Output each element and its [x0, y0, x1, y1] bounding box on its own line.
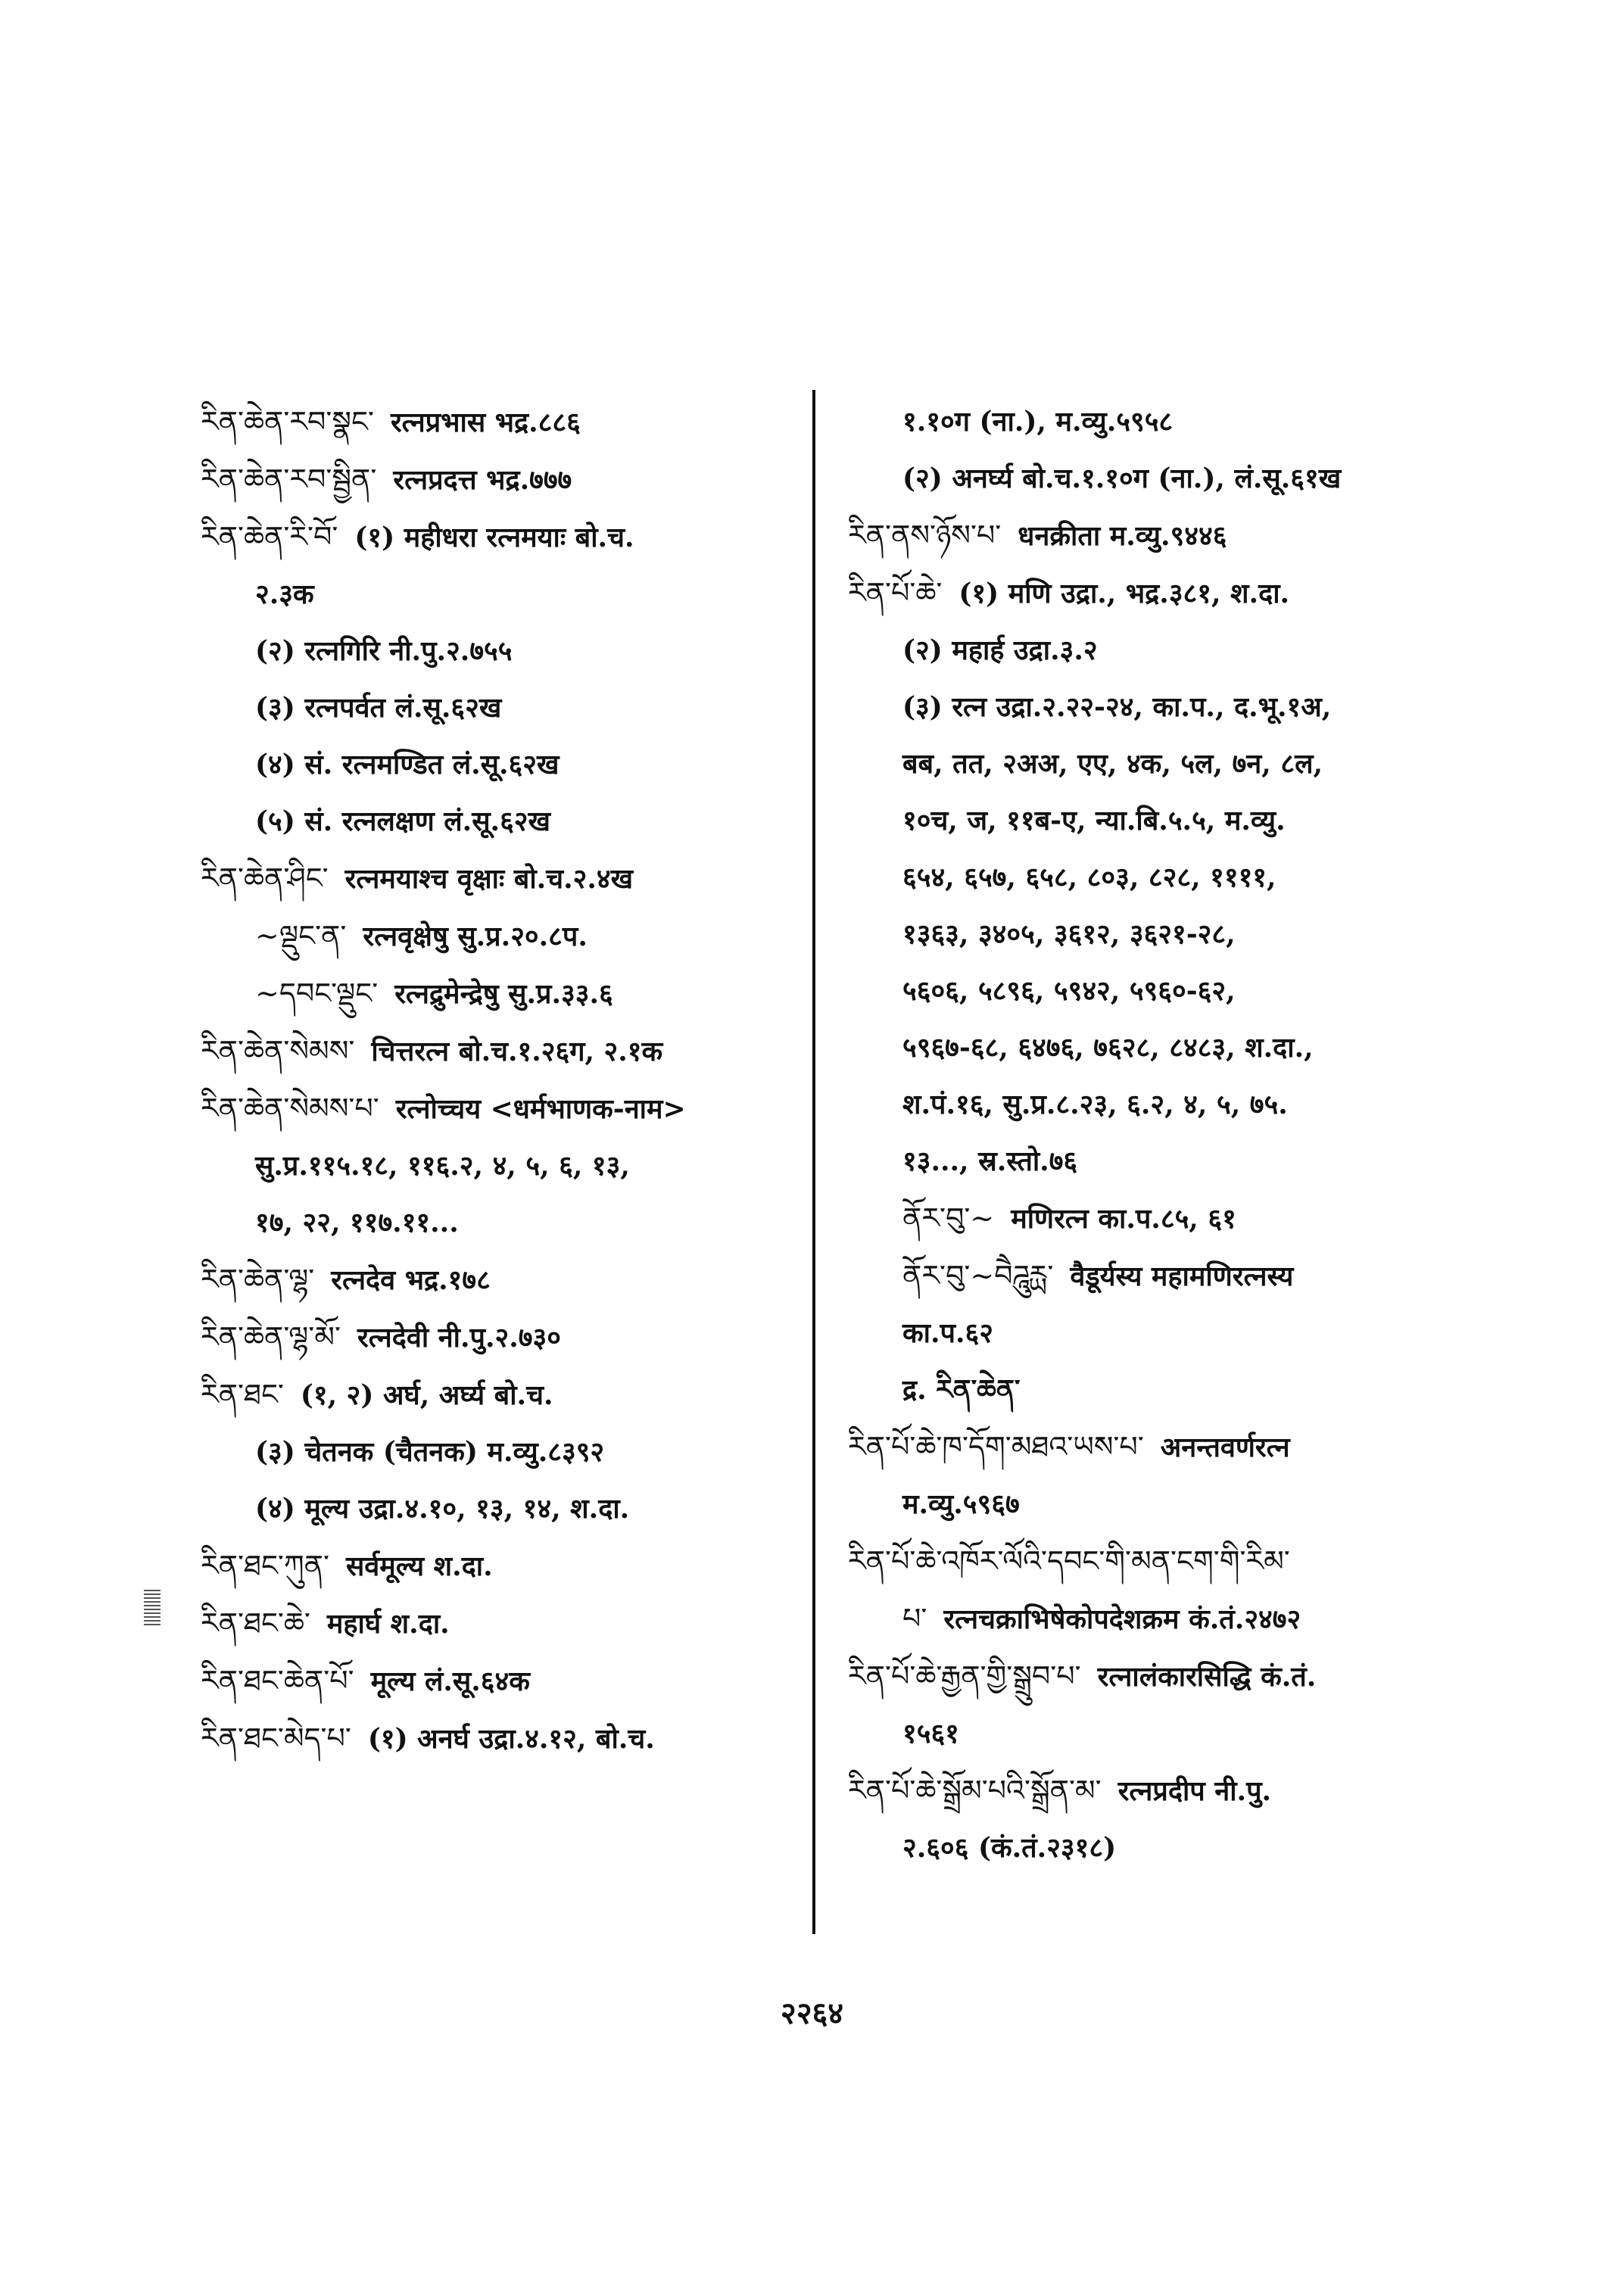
dictionary-entry-line — [848, 1076, 1469, 1133]
dictionary-entry-line — [201, 908, 799, 965]
sanskrit-gloss: १०च, ज, ११ब-ए, न्या.बि.५.५, म.व्यु. — [902, 805, 1286, 837]
dictionary-entry-line — [201, 1481, 799, 1537]
dictionary-entry-line — [201, 1366, 799, 1424]
dictionary-entry-line — [201, 680, 799, 737]
tibetan-headword: རིན་ཆེན་ཤིང་ — [201, 861, 329, 895]
sanskrit-gloss: (१) महीधरा रत्नमयाः बो.च. — [354, 522, 634, 553]
tibetan-headword: རིན་པོ་ཆེ་ — [848, 576, 943, 609]
sanskrit-gloss: रत्नप्रदत्त भद्र.७७७ — [393, 464, 572, 496]
dictionary-entry-line — [201, 1595, 799, 1653]
dictionary-entry-line — [201, 1251, 799, 1309]
sanskrit-gloss: रत्नप्रभास भद्र.८८६ — [390, 407, 581, 438]
sanskrit-gloss: अनन्तवर्णरत्न — [1160, 1432, 1290, 1463]
dictionary-entry-line — [848, 622, 1469, 679]
dictionary-entry-line — [848, 1190, 1469, 1248]
sanskrit-gloss: रत्नमयाश्च वृक्षाः बो.च.२.४ख — [344, 863, 634, 895]
sanskrit-gloss: वैडूर्यस्य महामणिरत्नस्य — [1070, 1260, 1294, 1292]
right-column — [848, 394, 1469, 1877]
tibetan-headword: ནོར་བུ་~བཻཌཱུརྻ་ — [902, 1259, 1054, 1292]
tibetan-headword: རིན་ཐང་མེད་པ་ — [201, 1721, 351, 1755]
sanskrit-gloss: (१) अनर्घ उद्रा.४.१२, बो.च. — [367, 1723, 655, 1755]
tibetan-headword: རིན་ཆེན་རི་བོ་ — [201, 520, 338, 553]
sanskrit-gloss: (२) अनर्घ्य बो.च.१.१०ग (ना.), लं.सू.६१ख — [902, 463, 1342, 494]
dictionary-entry-line — [848, 1762, 1469, 1820]
sanskrit-gloss: का.प.६२ — [902, 1317, 993, 1349]
dictionary-entry-line — [848, 1248, 1469, 1305]
sanskrit-gloss: सर्वमूल्य श.दा. — [345, 1550, 493, 1582]
tibetan-headword: རིན་པོ་ཆེ་རྒྱན་གྱི་སྒྲུབ་པ་ — [848, 1659, 1081, 1693]
dictionary-entry-line — [201, 1195, 799, 1251]
sanskrit-gloss: रत्नचक्राभिषेकोपदेशक्रम कं.तं.२४७२ — [943, 1603, 1301, 1635]
sanskrit-gloss: द्र. རིན་ཆེན་ — [902, 1374, 1021, 1406]
dictionary-entry-line — [201, 1138, 799, 1195]
sanskrit-gloss: (१, २) अर्घ, अर्घ्य बो.च. — [300, 1379, 553, 1411]
dictionary-entry-line — [848, 1533, 1469, 1590]
dictionary-entry-line — [848, 1590, 1469, 1648]
tibetan-headword: ནོར་བུ་~ — [902, 1201, 995, 1235]
sanskrit-gloss: रत्नदेवी नी.पु.२.७३० — [357, 1322, 561, 1354]
sanskrit-gloss: श.पं.१६, सु.प्र.८.२३, ६.२, ४, ५, ७५. — [902, 1089, 1288, 1120]
sanskrit-gloss: रत्नदेव भद्र.१७८ — [331, 1264, 491, 1296]
sanskrit-gloss: बब, तत, २अअ, एए, ४क, ५ल, ७न, ८ल, — [902, 748, 1323, 780]
sanskrit-gloss: म.व्यु.५९६७ — [902, 1488, 1020, 1520]
dictionary-entry-line — [201, 737, 799, 793]
column-divider — [812, 390, 815, 1934]
dictionary-entry-line — [848, 1305, 1469, 1362]
dictionary-entry-line — [201, 1080, 799, 1138]
dictionary-entry-line — [848, 1362, 1469, 1419]
tibetan-headword: རིན་ཐང་ཆེན་པོ་ — [201, 1664, 354, 1697]
sanskrit-gloss: महार्घ श.दा. — [326, 1608, 450, 1640]
dictionary-entry-line — [848, 1133, 1469, 1190]
dictionary-entry-line — [201, 451, 799, 509]
sanskrit-gloss: रत्नद्रुमेन्द्रेषु सु.प्र.३३.६ — [394, 978, 613, 1010]
tibetan-headword: རིན་ཆེན་སེམས་ — [201, 1034, 355, 1067]
sanskrit-gloss: रत्नवृक्षेषु सु.प्र.२०.८प. — [363, 921, 588, 952]
sanskrit-gloss: ६५४, ६५७, ६५८, ८०३, ८२८, ११११, — [902, 861, 1276, 893]
tibetan-headword: རིན་ནས་ཉོས་པ་ — [848, 519, 1002, 552]
tibetan-headword: ~དབང་ལྡུང་ — [255, 977, 379, 1010]
sanskrit-gloss: रत्नालंकारसिद्धि कं.तं. — [1097, 1661, 1317, 1693]
dictionary-entry-line — [201, 1653, 799, 1710]
sanskrit-gloss: मूल्य लं.सू.६४क — [370, 1665, 530, 1697]
sanskrit-gloss: (२) महार्ह उद्रा.३.२ — [902, 634, 1098, 666]
sanskrit-gloss: (४) सं. रत्नमण्डित लं.सू.६२ख — [255, 749, 560, 780]
tibetan-headword: རིན་ཆེན་ལྷ་ — [201, 1263, 315, 1296]
sanskrit-gloss: (४) मूल्य उद्रा.४.१०, १३, १४, श.दा. — [255, 1493, 630, 1525]
sanskrit-gloss: १३..., स्र.स्तो.७६ — [902, 1145, 1078, 1177]
margin-mark — [144, 1590, 161, 1628]
sanskrit-gloss: ५६०६, ५८९६, ५९४२, ५९६०-६२, — [902, 975, 1236, 1007]
dictionary-entry-line — [201, 1309, 799, 1366]
left-column — [201, 394, 799, 1768]
tibetan-headword: ~ལྡུང་ན་ — [255, 919, 347, 952]
tibetan-headword: རིན་པོ་ཆེ་འཁོར་ལོའི་དབང་གི་མན་ངག་གི་རིམ་ — [848, 1544, 1290, 1578]
dictionary-entry-line — [848, 1419, 1469, 1476]
sanskrit-gloss: १३६३, ३४०५, ३६१२, ३६२१-२८, — [902, 918, 1236, 950]
dictionary-entry-line — [848, 450, 1469, 507]
dictionary-entry-line — [848, 679, 1469, 736]
dictionary-entry-line — [848, 1648, 1469, 1706]
dictionary-entry-line — [848, 793, 1469, 849]
tibetan-headword: པ་ — [902, 1602, 927, 1635]
sanskrit-gloss: १७, २२, ११७.११... — [255, 1207, 459, 1238]
tibetan-headword: རིན་ཆེན་ལྷ་མོ་ — [201, 1320, 341, 1354]
dictionary-entry-line — [848, 1020, 1469, 1076]
tibetan-headword: རིན་ཐང་ཆེ་ — [201, 1606, 310, 1640]
sanskrit-gloss: मणिरत्न का.प.८५, ६१ — [1011, 1203, 1236, 1235]
dictionary-entry-line — [201, 1537, 799, 1595]
sanskrit-gloss: चित्तरत्न बो.च.१.२६ग, २.१क — [371, 1036, 663, 1067]
dictionary-entry-line — [201, 850, 799, 908]
tibetan-headword: རིན་ཆེན་སེམས་པ་ — [201, 1092, 379, 1125]
sanskrit-gloss: धनक्रीता म.व्यु.९४४६ — [1018, 520, 1227, 552]
sanskrit-gloss: १५६१ — [902, 1718, 959, 1749]
tibetan-headword: རིན་ཐང་ཀུན་ — [201, 1549, 329, 1582]
tibetan-headword: རིན་ཆེན་རབ་སྣང་ — [201, 405, 374, 438]
tibetan-headword: རིན་པོ་ཆེ་སྒྲོམ་པའི་སྒྲོན་མ་ — [848, 1774, 1102, 1807]
sanskrit-gloss: (२) रत्नगिरि नी.पु.२.७५५ — [255, 635, 513, 667]
dictionary-entry-line — [848, 507, 1469, 565]
dictionary-entry-line — [848, 394, 1469, 450]
dictionary-entry-line — [201, 1023, 799, 1080]
sanskrit-gloss: २.३क — [255, 578, 314, 610]
tibetan-headword: རིན་ཆེན་རབ་སྦྱིན་ — [201, 463, 377, 496]
dictionary-entry-line — [848, 565, 1469, 622]
dictionary-entry-line — [848, 849, 1469, 906]
dictionary-entry-line — [201, 1710, 799, 1768]
dictionary-entry-line — [201, 1424, 799, 1481]
tibetan-headword: རིན་ཐང་ — [201, 1378, 284, 1411]
sanskrit-gloss: १.१०ग (ना.), म.व्यु.५९५८ — [902, 406, 1174, 438]
tibetan-headword: རིན་པོ་ཆེ་ཁ་དོག་མཐའ་ཡས་པ་ — [848, 1430, 1144, 1463]
sanskrit-gloss: रत्नप्रदीप नी.पु. — [1117, 1775, 1272, 1807]
dictionary-entry-line — [848, 1820, 1469, 1877]
sanskrit-gloss: ५९६७-६८, ६४७६, ७६२८, ८४८३, श.दा., — [902, 1032, 1314, 1064]
dictionary-entry-line — [201, 566, 799, 623]
sanskrit-gloss: २.६०६ (कं.तं.२३१८) — [902, 1832, 1117, 1864]
sanskrit-gloss: (३) चेतनक (चैतनक) म.व्यु.८३९२ — [255, 1436, 605, 1468]
dictionary-entry-line — [201, 623, 799, 680]
dictionary-entry-line — [201, 793, 799, 850]
dictionary-entry-line — [201, 394, 799, 451]
sanskrit-gloss: (३) रत्नपर्वत लं.सू.६२ख — [255, 692, 502, 724]
dictionary-entry-line — [848, 963, 1469, 1020]
dictionary-entry-line — [848, 906, 1469, 963]
dictionary-entry-line — [848, 1476, 1469, 1533]
sanskrit-gloss: रत्नोच्चय <धर्मभाणक-नाम> — [395, 1093, 686, 1125]
page-number: २२६४ — [780, 1995, 844, 2031]
sanskrit-gloss: (५) सं. रत्नलक्षण लं.सू.६२ख — [255, 805, 550, 837]
dictionary-entry-line — [848, 1706, 1469, 1762]
dictionary-entry-line — [848, 736, 1469, 793]
dictionary-entry-line — [201, 509, 799, 566]
sanskrit-gloss: (१) मणि उद्रा., भद्र.३८१, श.दा. — [959, 578, 1290, 609]
sanskrit-gloss: सु.प्र.११५.१८, ११६.२, ४, ५, ६, १३, — [255, 1150, 630, 1182]
sanskrit-gloss: (३) रत्न उद्रा.२.२२-२४, का.प., द.भू.१अ, — [902, 691, 1332, 723]
dictionary-entry-line — [201, 965, 799, 1023]
